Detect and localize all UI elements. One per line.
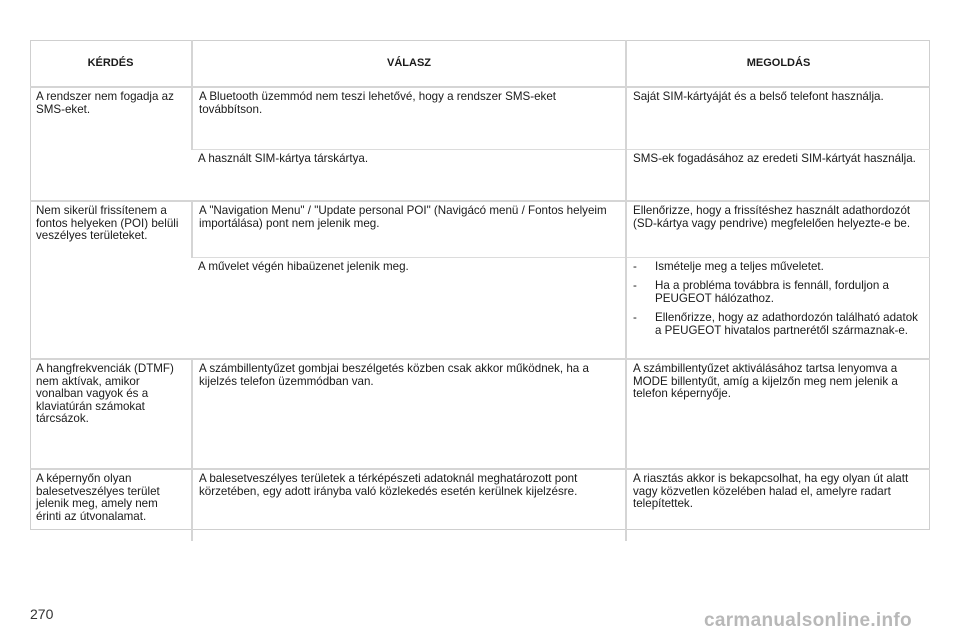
header-question: KÉRDÉS — [30, 40, 192, 87]
answer-cell: A Bluetooth üzemmód nem teszi lehetővé, hogy a rendszer SMS-eket továbbítson. — [192, 87, 626, 149]
question-cell: A rendszer nem fogadja az SMS-eket. — [30, 87, 192, 201]
list-item: - Ellenőrizze, hogy az adathordozón található adatok a PEUGEOT hivatalos partnerétől származnak-e. — [633, 312, 924, 337]
answer-cell: A művelet végén hibaüzenet jelenik meg. — [192, 257, 626, 359]
answer-cell: A balesetveszélyes területek a térképészeti adatoknál meghatározott pont körzetében, egy adott irányba való közlekedés esetén kerülnek kijelzésre. — [192, 469, 626, 541]
page-number: 270 — [30, 606, 54, 622]
question-cell: A hangfrekvenciák (DTMF) nem aktívak, amikor vonalban vagyok és a klaviatúrán számokat tárcsázok. — [30, 359, 192, 469]
header-answer: VÁLASZ — [192, 40, 626, 87]
watermark: carmanualsonline.info — [704, 610, 912, 631]
table-row — [30, 359, 930, 469]
question-cell: A képernyőn olyan balesetveszélyes terület jelenik meg, amely nem érinti az útvonalamat. — [30, 469, 192, 541]
solution-cell: SMS-ek fogadásához az eredeti SIM-kártyát használja. — [626, 149, 930, 201]
solution-cell: A riasztás akkor is bekapcsolhat, ha egy olyan út alatt vagy közvetlen közelében halad el, amelyre radart telepítettek. — [626, 469, 930, 541]
list-item: - Ha a probléma továbbra is fennáll, forduljon a PEUGEOT hálózathoz. — [633, 280, 924, 305]
table-row — [30, 201, 930, 257]
answer-cell: A használt SIM-kártya társkártya. — [192, 149, 626, 201]
solution-cell — [626, 257, 930, 359]
solution-cell: Saját SIM-kártyáját és a belső telefont használja. — [626, 87, 930, 149]
solution-cell: Ellenőrizze, hogy a frissítéshez használt adathordozót (SD-kártya vagy pendrive) megfelelően helyezte-e be. — [626, 201, 930, 257]
table-row — [30, 469, 930, 541]
answer-cell: A "Navigation Menu" / "Update personal POI" (Navigácó menü / Fontos helyeim importálása) pont nem jelenik meg. — [192, 201, 626, 257]
troubleshooting-table — [30, 40, 930, 541]
table-header-row — [30, 40, 930, 87]
question-cell: Nem sikerül frissítenem a fontos helyeken (POI) belüli veszélyes területeket. — [30, 201, 192, 359]
solution-cell: A számbillentyűzet aktiválásához tartsa lenyomva a MODE billentyűt, amíg a kijelzőn meg nem jelenik a telefon képernyője. — [626, 359, 930, 469]
answer-cell: A számbillentyűzet gombjai beszélgetés közben csak akkor működnek, ha a kijelzés telefon üzemmódban van. — [192, 359, 626, 469]
list-item: - Ismételje meg a teljes műveletet. — [633, 261, 924, 274]
header-solution: MEGOLDÁS — [626, 40, 930, 87]
table-row — [30, 87, 930, 149]
solution-steps-list — [633, 261, 924, 338]
